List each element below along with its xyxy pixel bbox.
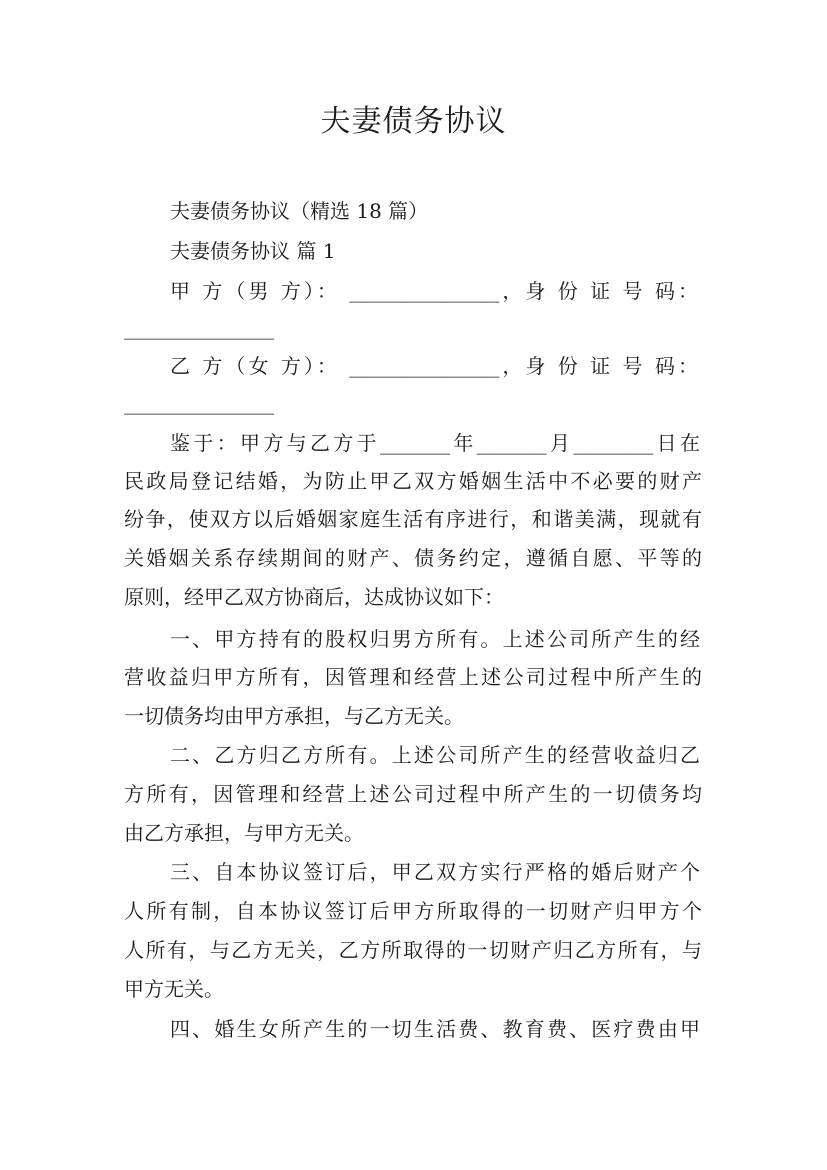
document-subtitle: 夫妻债务协议（精选 18 篇） — [170, 199, 429, 223]
party-a-line: 甲 方（男 方）： _______________，身 份 证 号 码： — [170, 279, 698, 303]
party-a-id-blank: _______________ — [124, 316, 274, 340]
paragraph-line: 原则，经甲乙双方协商后，达成协议如下： — [124, 585, 504, 609]
paragraph-line: 二、乙方归乙方所有。上述公司所产生的经营收益归乙 — [170, 743, 700, 767]
paragraph-line: 营收益归甲方所有，因管理和经营上述公司过程中所产生的 — [124, 665, 702, 689]
party-b-line: 乙 方（女 方）： _______________，身 份 证 号 码： — [170, 354, 698, 378]
party-b-id-blank: _______________ — [124, 391, 274, 415]
paragraph-line: 鉴于：甲方与乙方于_______年_______月________日在 — [170, 431, 700, 455]
paragraph-line: 三、自本协议签订后，甲乙双方实行严格的婚后财产个 — [170, 860, 700, 884]
section-heading: 夫妻债务协议 篇 1 — [170, 239, 336, 263]
paragraph-line: 一切债务均由甲方承担，与乙方无关。 — [124, 704, 464, 728]
paragraph-line: 关婚姻关系存续期间的财产、债务约定，遵循自愿、平等的 — [124, 546, 702, 570]
document-title: 夫妻债务协议 — [320, 104, 507, 139]
paragraph-line: 纷争，使双方以后婚姻家庭生活有序进行，和谐美满，现就有 — [124, 507, 702, 531]
paragraph-line: 一、甲方持有的股权归男方所有。上述公司所产生的经 — [170, 627, 700, 651]
paragraph-line: 由乙方承担，与甲方无关。 — [124, 821, 364, 845]
paragraph-line: 方所有，因管理和经营上述公司过程中所产生的一切债务均 — [124, 782, 702, 806]
paragraph-line: 人所有制，自本协议签订后甲方所取得的一切财产归甲方个 — [124, 899, 702, 923]
paragraph-line: 人所有，与乙方无关，乙方所取得的一切财产归乙方所有，与 — [124, 938, 702, 962]
paragraph-line: 民政局登记结婚，为防止甲乙双方婚姻生活中不必要的财产 — [124, 469, 702, 493]
paragraph-line: 四、婚生女所产生的一切生活费、教育费、医疗费由甲 — [170, 1017, 700, 1041]
paragraph-line: 甲方无关。 — [124, 977, 224, 1001]
